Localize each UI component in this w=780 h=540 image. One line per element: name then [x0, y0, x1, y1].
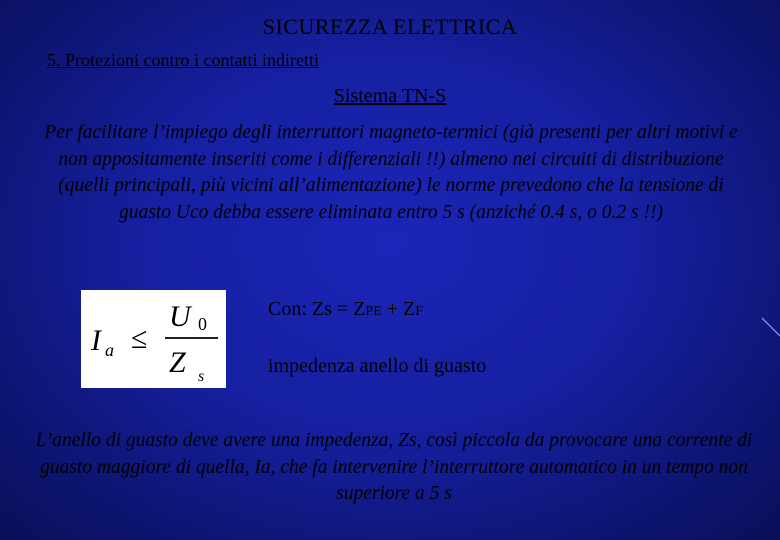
formula-lhs-sub: a	[105, 340, 114, 360]
paragraph-1: Per facilitare l’impiego degli interruttori magneto-termici (già presenti per altri motivi e non appositamente inseriti come i differenziali !!) almeno nei circuiti di distribuzione (quelli principali, più vicini all’alimentazione) le norme prevedono che la tensione di guasto Uco debba essere eliminata entro 5 s (anziché 0.4 s, o 0.2 s !!)	[44, 122, 738, 223]
formula-denominator: Z	[169, 346, 186, 379]
formula-denominator-sub: s	[198, 368, 205, 385]
slide-title: SICUREZZA ELETTRICA	[262, 14, 518, 39]
slide-subtitle: 5. Protezioni contro i contatti indiretti	[47, 50, 319, 70]
formula-numerator: U	[169, 300, 191, 333]
section-heading-text: Sistema TN-S	[333, 85, 447, 107]
formula-lhs: I	[91, 324, 101, 357]
paragraph-2: L’anello di guasto deve avere una impedenza, Zs, così piccola da provocare una corrente di guasto maggiore di quella, Ia, che fa intervenire l’interruttore automatico in un tempo non superiore a 5 s	[35, 430, 753, 504]
formula-numerator-sub: 0	[198, 314, 207, 334]
impedance-equation-prefix: Con: Zs = Z	[268, 298, 366, 320]
impedance-equation-plus: + Z	[381, 298, 416, 320]
impedance-label: impedenza anello di guasto	[268, 355, 487, 377]
impedance-pe-subscript: PE	[365, 304, 382, 319]
impedance-f-subscript: F	[415, 304, 424, 319]
formula-relation: ≤	[131, 322, 148, 355]
decorative-line	[762, 318, 780, 336]
